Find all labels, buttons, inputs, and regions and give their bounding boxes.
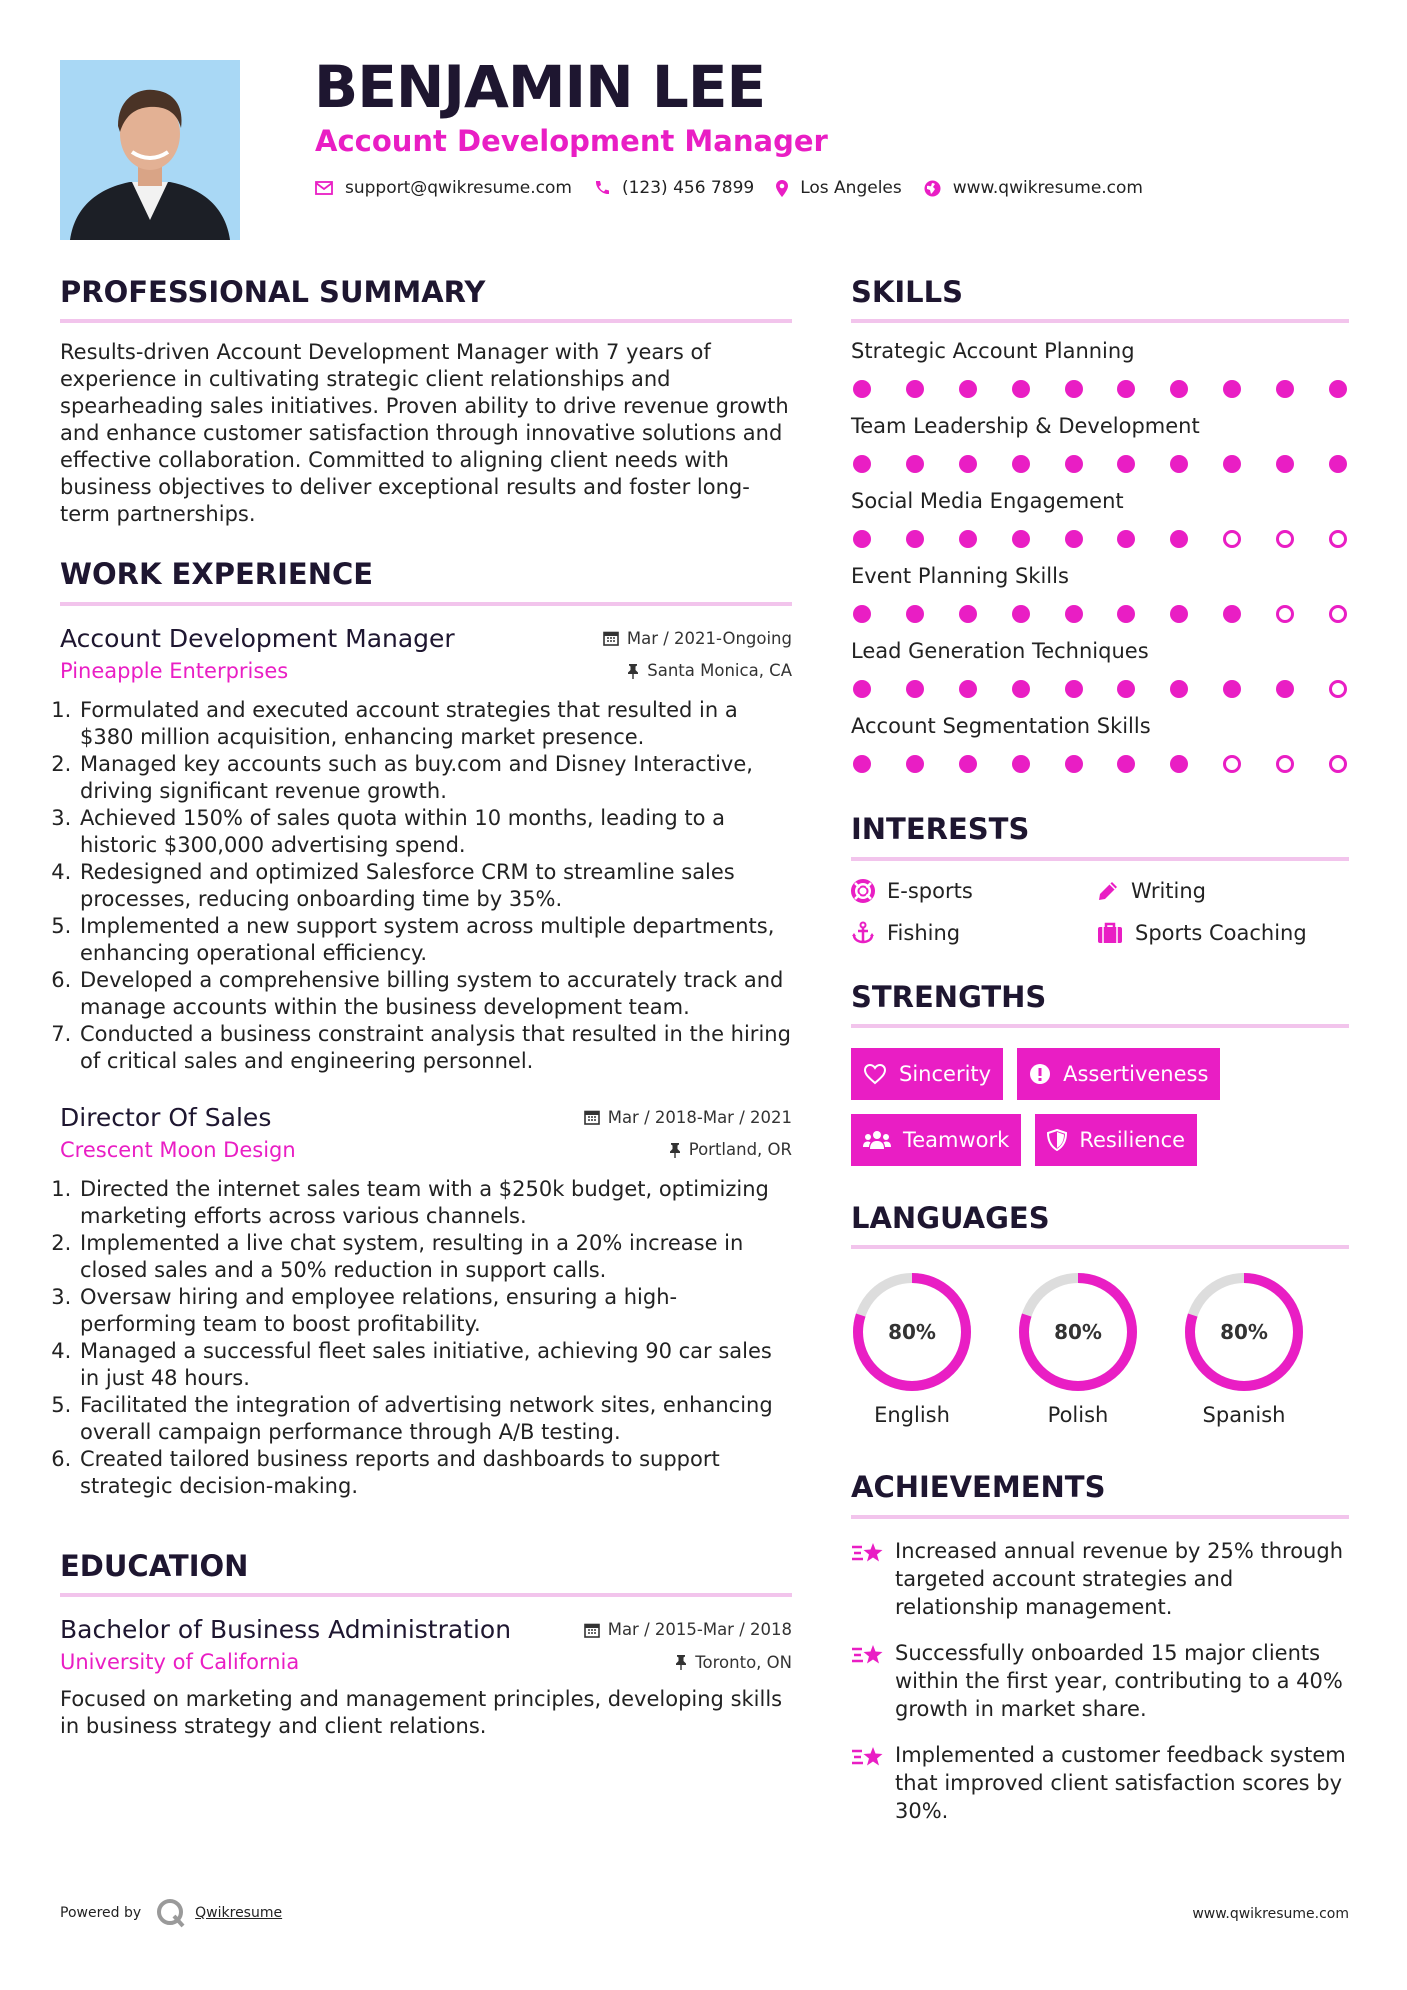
rating-dot-filled [1276,680,1294,698]
envelope-icon [315,181,333,195]
rating-dot-filled [1065,680,1083,698]
contact-email[interactable] [315,178,572,198]
rating-dot-filled [1012,455,1030,473]
job-bullet: 4. Redesigned and optimized Salesforce CRM to streamline sales processes, reducing onboarding time by 35%. [78,859,792,913]
skill-rating [851,455,1349,473]
skill-item [851,416,1349,473]
map-pin-icon [776,180,788,197]
qwikresume-logo-icon [155,1898,187,1928]
language-percent: 80% [1054,1320,1102,1345]
phone-icon [594,180,610,196]
rating-dot-filled [906,530,924,548]
rating-dot-filled [1329,380,1347,398]
rating-dot-filled [1117,680,1135,698]
calendar-icon [603,630,619,646]
language-item [1017,1271,1183,1427]
skill-name: Team Leadership & Development [851,414,1200,439]
languages-section [851,1202,1349,1427]
exclamation-icon [1029,1063,1051,1085]
language-percent: 80% [1220,1320,1268,1345]
strength-label: Resilience [1079,1128,1186,1153]
degree-title: Bachelor of Business Administration [60,1615,512,1645]
job-location [627,661,792,680]
interests-heading: INTERESTS [851,813,1349,860]
rating-dot-filled [1117,455,1135,473]
education-location [675,1653,792,1672]
job-bullet: 2. Managed key accounts such as buy.com and Disney Interactive, driving significant revenue growth. [78,751,792,805]
rating-dot-empty [1276,755,1294,773]
language-item [851,1271,1017,1427]
interest-label: Writing [1131,878,1206,903]
contact-phone[interactable] [594,178,754,198]
rating-dot-filled [1117,380,1135,398]
strengths-heading: STRENGTHS [851,981,1349,1028]
school-name: University of California [60,1650,300,1675]
languages-list [851,1271,1349,1427]
strength-tag [1017,1048,1220,1100]
strength-tag [1035,1114,1197,1166]
skill-rating [851,680,1349,698]
rating-dot-filled [1065,455,1083,473]
job-title: Account Development Manager [60,623,455,653]
language-name: English [874,1403,950,1428]
strength-tag [851,1114,1021,1166]
job-dates-text: Mar / 2018-Mar / 2021 [607,1107,792,1127]
skill-name: Lead Generation Techniques [851,639,1149,664]
interest-label: Sports Coaching [1135,920,1307,945]
job-bullet: 1. Directed the internet sales team with a $250k budget, optimizing marketing efforts across various channels. [78,1176,792,1230]
contact-phone-text: (123) 456 7899 [621,178,755,198]
rating-dot-filled [906,680,924,698]
job-dates [584,1108,792,1127]
rating-dot-filled [853,755,871,773]
skill-item [851,566,1349,623]
language-ring [851,1271,973,1393]
job-location-text: Portland, OR [688,1140,792,1160]
users-icon [863,1129,891,1151]
powered-by-text: Powered by [60,1905,142,1921]
skill-item [851,716,1349,773]
rating-dot-filled [1065,755,1083,773]
profile-photo [60,60,240,240]
shield-icon [1047,1129,1067,1151]
rating-dot-filled [853,455,871,473]
language-percent: 80% [888,1320,936,1345]
experience-section [60,558,792,1499]
achievement-item [851,1537,1349,1621]
skill-name: Strategic Account Planning [851,339,1135,364]
job-bullet: 3. Achieved 150% of sales quota within 10 months, leading to a historic $300,000 advertising spend. [78,805,792,859]
skill-rating [851,530,1349,548]
achievement-item [851,1639,1349,1723]
rating-dot-filled [906,380,924,398]
job-bullet: 4. Managed a successful fleet sales initiative, achieving 90 car sales in just 48 hours. [78,1338,792,1392]
job-bullet: 7. Conducted a business constraint analysis that resulted in the hiring of critical sales and engineering personnel. [78,1021,792,1075]
interest-label: E-sports [887,878,973,903]
achievement-text: Increased annual revenue by 25% through targeted account strategies and relationship management. [895,1538,1344,1619]
skills-section [851,276,1349,773]
job-dates-text: Mar / 2021-Ongoing [626,628,792,648]
achievement-text: Implemented a customer feedback system that improved client satisfaction scores by 30%. [895,1742,1346,1823]
rating-dot-filled [1223,380,1241,398]
contact-bar [315,178,1165,198]
left-column [60,276,792,1740]
language-ring [1183,1271,1305,1393]
rating-dot-filled [959,530,977,548]
rating-dot-filled [1276,380,1294,398]
skills-heading: SKILLS [851,276,1349,323]
brand-link[interactable]: Qwikresume [195,1905,283,1921]
education-section [60,1550,792,1740]
contact-email-text: support@qwikresume.com [345,178,572,198]
footer-website[interactable]: www.qwikresume.com [1192,1906,1349,1922]
rating-dot-filled [959,605,977,623]
education-dates-text: Mar / 2015-Mar / 2018 [607,1620,792,1640]
interest-label: Fishing [887,920,961,945]
language-item [1183,1271,1349,1427]
rating-dot-empty [1276,605,1294,623]
summary-text: Results-driven Account Development Manager with 7 years of experience in cultivating strategic client relationships and spearheading sales initiatives. Proven ability to drive revenue growth and enhance customer satisfaction through innovative solutions and effective collaboration. Committed to aligning client needs with business objectives to deliver exceptional results and foster long-term partnerships. [60,340,789,527]
rating-dot-filled [1223,605,1241,623]
rating-dot-filled [1276,455,1294,473]
skill-item [851,341,1349,398]
pushpin-icon [669,1142,681,1158]
job-bullet: 6. Created tailored business reports and dashboards to support strategic decision-making. [78,1446,792,1500]
job-bullets [60,697,792,1075]
rating-dot-filled [959,455,977,473]
interest-item [851,921,1097,945]
calendar-icon [584,1622,600,1638]
contact-location [776,178,902,198]
rating-dot-filled [1065,605,1083,623]
rating-dot-filled [1170,605,1188,623]
job-location [669,1140,792,1159]
education-location-text: Toronto, ON [695,1652,792,1672]
job-bullet: 5. Implemented a new support system across multiple departments, enhancing operational efficiency. [78,913,792,967]
rating-dot-filled [1012,380,1030,398]
skill-rating [851,380,1349,398]
company-name: Pineapple Enterprises [60,658,289,683]
strength-label: Sincerity [899,1062,992,1087]
rating-dot-filled [853,380,871,398]
footer-powered-by [60,1898,282,1928]
pushpin-icon [627,663,639,679]
skills-list [851,341,1349,773]
job-dates [603,629,792,648]
strength-label: Assertiveness [1063,1062,1209,1087]
language-name: Spanish [1202,1403,1286,1428]
interests-section [851,813,1349,944]
skill-name: Event Planning Skills [851,564,1069,589]
job-title: Director Of Sales [60,1102,272,1132]
rating-dot-filled [1012,755,1030,773]
rating-dot-filled [1065,530,1083,548]
rating-dot-empty [1223,530,1241,548]
summary-section [60,276,792,528]
interest-item [1097,921,1343,945]
rating-dot-filled [1012,530,1030,548]
contact-location-text: Los Angeles [800,178,902,198]
rating-dot-empty [1276,530,1294,548]
rating-dot-filled [853,605,871,623]
lifebuoy-icon [851,879,875,903]
achievements-heading: ACHIEVEMENTS [851,1471,1349,1518]
rating-dot-filled [1117,605,1135,623]
achievement-text: Successfully onboarded 15 major clients within the first year, contributing to a 40% growth in market share. [895,1640,1343,1721]
skill-rating [851,605,1349,623]
rating-dot-filled [1223,680,1241,698]
rating-dot-filled [1170,755,1188,773]
contact-website[interactable] [924,178,1143,198]
skill-item [851,491,1349,548]
education-heading: EDUCATION [60,1550,792,1597]
rating-dot-filled [1012,680,1030,698]
rating-dot-empty [1223,755,1241,773]
job-bullet: 3. Oversaw hiring and employee relations, ensuring a high-performing team to boost profitability. [78,1284,792,1338]
rating-dot-filled [1223,455,1241,473]
rating-dot-filled [1012,605,1030,623]
job-entry [60,1103,792,1500]
job-bullet: 2. Implemented a live chat system, resulting in a 20% increase in closed sales and a 50% reduction in support calls. [78,1230,792,1284]
education-entry [60,1615,792,1740]
strength-label: Teamwork [903,1128,1010,1153]
achievement-item [851,1741,1349,1825]
candidate-role: Account Development Manager [315,124,828,158]
briefcase-icon [1097,922,1123,944]
shooting-star-icon [851,1743,885,1771]
rating-dot-filled [853,680,871,698]
strengths-section [851,981,1349,1180]
anchor-icon [851,921,875,945]
skill-name: Social Media Engagement [851,489,1124,514]
shooting-star-icon [851,1641,885,1669]
job-location-text: Santa Monica, CA [647,661,792,681]
rating-dot-filled [906,755,924,773]
rating-dot-empty [1329,605,1347,623]
rating-dot-filled [1065,380,1083,398]
company-name: Crescent Moon Design [60,1137,296,1162]
rating-dot-filled [1329,455,1347,473]
rating-dot-filled [853,530,871,548]
calendar-icon [584,1109,600,1125]
summary-heading: PROFESSIONAL SUMMARY [60,276,792,323]
rating-dot-filled [1170,380,1188,398]
languages-heading: LANGUAGES [851,1202,1349,1249]
rating-dot-filled [906,605,924,623]
rating-dot-filled [1170,455,1188,473]
candidate-name: BENJAMIN LEE [314,53,766,121]
strengths-list [851,1048,1349,1180]
rating-dot-filled [1117,530,1135,548]
strength-tag [851,1048,1003,1100]
rating-dot-filled [1170,680,1188,698]
rating-dot-filled [959,380,977,398]
rating-dot-filled [1170,530,1188,548]
job-bullet: 6. Developed a comprehensive billing system to accurately track and manage accounts within the business development team. [78,967,792,1021]
education-description: Focused on marketing and management principles, developing skills in business strategy and client relations. [60,1687,783,1739]
job-entry [60,624,792,1075]
rating-dot-filled [959,755,977,773]
pencil-icon [1097,880,1119,902]
job-bullets [60,1176,792,1500]
achievements-section [851,1471,1349,1824]
rating-dot-filled [906,455,924,473]
interests-list [851,879,1349,945]
skill-rating [851,755,1349,773]
rating-dot-filled [1117,755,1135,773]
language-name: Polish [1047,1403,1109,1428]
rating-dot-empty [1329,680,1347,698]
globe-icon [924,180,941,197]
job-bullet: 5. Facilitated the integration of advertising network sites, enhancing overall campaign performance through A/B testing. [78,1392,792,1446]
education-dates [584,1620,792,1639]
shooting-star-icon [851,1539,885,1567]
skill-name: Account Segmentation Skills [851,714,1151,739]
rating-dot-filled [959,680,977,698]
skill-item [851,641,1349,698]
language-ring [1017,1271,1139,1393]
job-bullet: 1. Formulated and executed account strategies that resulted in a $380 million acquisition, enhancing market presence. [78,697,792,751]
rating-dot-empty [1329,530,1347,548]
interest-item [851,879,1097,903]
right-column [851,276,1349,1825]
interest-item [1097,879,1343,903]
contact-website-text: www.qwikresume.com [952,178,1143,198]
experience-heading: WORK EXPERIENCE [60,558,792,605]
heart-icon [863,1063,887,1085]
rating-dot-empty [1329,755,1347,773]
pushpin-icon [675,1654,687,1670]
